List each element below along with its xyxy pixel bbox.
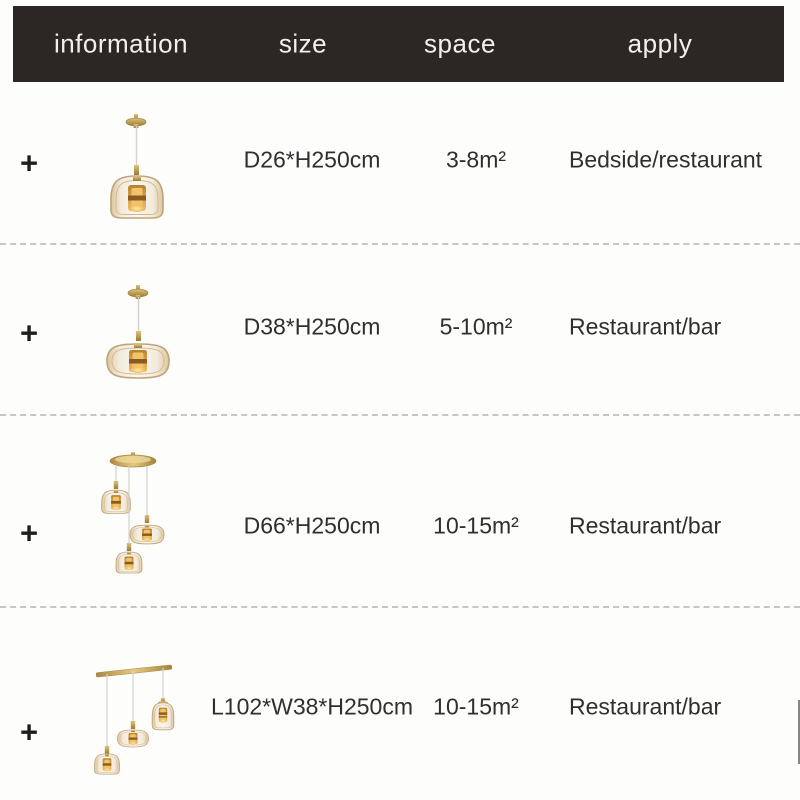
space-cell: 10-15m² (433, 512, 519, 539)
plus-icon[interactable]: + (19, 145, 39, 181)
table-row (0, 243, 800, 414)
table-row (0, 85, 800, 243)
column-header-information: information (53, 28, 189, 59)
column-header-size: size (278, 28, 328, 59)
column-header-space: space (424, 28, 496, 59)
product-image-three-light-linear-canopy (85, 658, 185, 793)
size-cell: D26*H250cm (243, 146, 381, 173)
plus-icon[interactable]: + (19, 515, 39, 551)
table-row (0, 606, 800, 800)
product-image-single-dome-pendant (92, 110, 182, 222)
plus-icon[interactable]: + (19, 315, 39, 351)
apply-cell: Restaurant/bar (569, 512, 722, 539)
size-cell: D38*H250cm (243, 313, 381, 340)
size-cell: D66*H250cm (243, 512, 381, 539)
table-header (13, 6, 784, 82)
apply-cell: Restaurant/bar (569, 693, 722, 720)
plus-icon[interactable]: + (19, 714, 39, 750)
column-header-apply: apply (627, 28, 693, 59)
space-cell: 10-15m² (433, 693, 519, 720)
apply-cell: Bedside/restaurant (569, 146, 763, 173)
space-cell: 5-10m² (439, 313, 513, 340)
apply-cell: Restaurant/bar (569, 313, 722, 340)
size-cell: L102*W38*H250cm (210, 693, 414, 720)
product-image-three-light-round-canopy (86, 448, 186, 590)
space-cell: 3-8m² (445, 146, 507, 173)
product-image-single-drum-pendant (93, 282, 183, 390)
table-row (0, 414, 800, 606)
